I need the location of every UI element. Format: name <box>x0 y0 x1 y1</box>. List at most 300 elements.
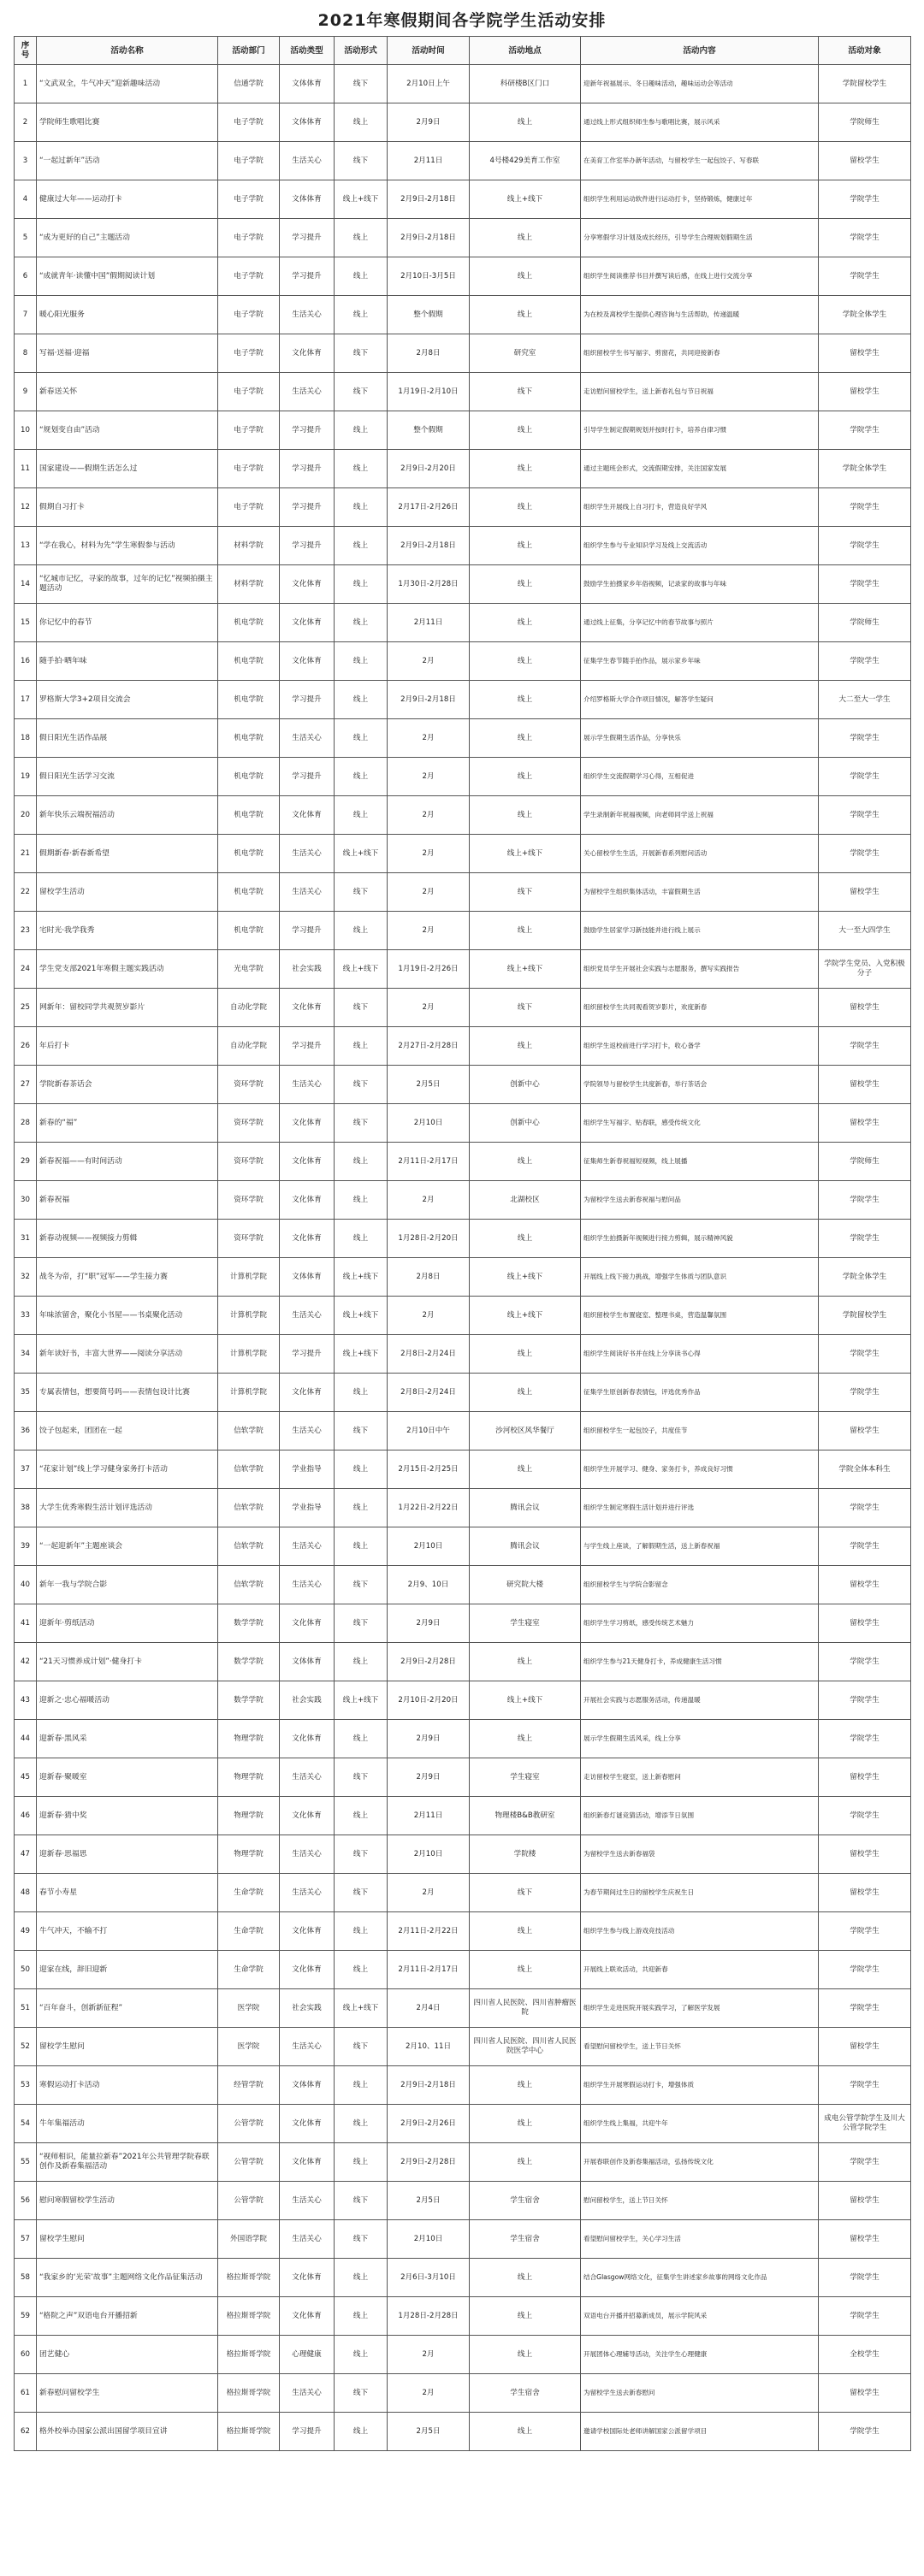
cell-time: 2月 <box>388 873 470 912</box>
cell-location: 线上 <box>470 1912 581 1951</box>
cell-location: 线上 <box>470 1450 581 1489</box>
cell-activity-name: 春节小寿星 <box>37 1874 218 1912</box>
cell-index: 9 <box>15 373 37 411</box>
table-row <box>15 450 911 488</box>
table-row <box>15 1604 911 1643</box>
cell-format: 线上 <box>335 2066 388 2105</box>
cell-format: 线下 <box>335 989 388 1027</box>
cell-department: 机电学院 <box>218 835 280 873</box>
table-row <box>15 1912 911 1951</box>
cell-time: 2月 <box>388 758 470 796</box>
cell-location: 线上+线下 <box>470 950 581 989</box>
cell-content: 开展线上联欢活动，共迎新春 <box>581 1951 819 1989</box>
cell-activity-name: 大学生优秀寒假生活计划评选活动 <box>37 1489 218 1527</box>
cell-activity-type: 生活关心 <box>280 1835 335 1874</box>
table-row <box>15 642 911 681</box>
cell-index: 60 <box>15 2336 37 2374</box>
cell-department: 信通学院 <box>218 65 280 103</box>
cell-time: 2月4日 <box>388 1989 470 2028</box>
cell-time: 1月19日-2月10日 <box>388 373 470 411</box>
cell-index: 61 <box>15 2374 37 2413</box>
cell-activity-name: 新年一我与学院合影 <box>37 1566 218 1604</box>
cell-content: 组织留校学生一起包饺子，共度佳节 <box>581 1412 819 1450</box>
cell-format: 线上 <box>335 1181 388 1220</box>
cell-content: 组织留校学生布置寝室、整理书桌，营造温馨氛围 <box>581 1297 819 1335</box>
cell-format: 线下 <box>335 373 388 411</box>
document-title: 2021年寒假期间各学院学生活动安排 <box>317 11 607 30</box>
cell-content: 迎新年祝福展示、冬日趣味活动，趣味运动会等活动 <box>581 65 819 103</box>
cell-activity-type: 文化体育 <box>280 1104 335 1143</box>
cell-activity-type: 文化体育 <box>280 1374 335 1412</box>
cell-format: 线上 <box>335 2336 388 2374</box>
cell-location: 北湖校区 <box>470 1181 581 1220</box>
cell-department: 电子学院 <box>218 219 280 257</box>
table-row <box>15 604 911 642</box>
cell-time: 2月9日-2月18日 <box>388 527 470 565</box>
cell-index: 21 <box>15 835 37 873</box>
table-row <box>15 65 911 103</box>
table-row <box>15 257 911 296</box>
table-row <box>15 1374 911 1412</box>
cell-index: 25 <box>15 989 37 1027</box>
cell-activity-type: 心理健康 <box>280 2336 335 2374</box>
cell-format: 线上 <box>335 2413 388 2451</box>
cell-content: 组织学生开展寒假运动打卡，增强体质 <box>581 2066 819 2105</box>
cell-index: 59 <box>15 2297 37 2336</box>
cell-index: 10 <box>15 411 37 450</box>
cell-format: 线上 <box>335 488 388 527</box>
table-row <box>15 835 911 873</box>
cell-audience: 学院学生 <box>819 1951 911 1989</box>
cell-format: 线上 <box>335 1720 388 1758</box>
cell-department: 经管学院 <box>218 2066 280 2105</box>
table-row <box>15 1835 911 1874</box>
cell-activity-type: 学习提升 <box>280 411 335 450</box>
cell-activity-type: 文化体育 <box>280 1912 335 1951</box>
cell-department: 机电学院 <box>218 758 280 796</box>
cell-content: 开展团体心理辅导活动，关注学生心理健康 <box>581 2336 819 2374</box>
cell-content: 开展春联创作及新春集福活动，弘扬传统文化 <box>581 2143 819 2182</box>
cell-index: 39 <box>15 1527 37 1566</box>
cell-location: 学院楼 <box>470 1835 581 1874</box>
cell-department: 格拉斯哥学院 <box>218 2413 280 2451</box>
cell-activity-name: 假日阳光生活作品展 <box>37 719 218 758</box>
cell-index: 47 <box>15 1835 37 1874</box>
cell-location: 四川省人民医院、四川省肿瘤医院 <box>470 1989 581 2028</box>
cell-location: 线上 <box>470 719 581 758</box>
cell-location: 腾讯会议 <box>470 1527 581 1566</box>
cell-location: 线上+线下 <box>470 1297 581 1335</box>
cell-content: 在美育工作室举办新年活动，与留校学生一起包饺子、写春联 <box>581 142 819 180</box>
cell-audience: 学院留校学生 <box>819 65 911 103</box>
cell-activity-name: 战冬为帝，打“职”冠军——学生接力赛 <box>37 1258 218 1297</box>
cell-time: 2月 <box>388 719 470 758</box>
cell-department: 光电学院 <box>218 950 280 989</box>
cell-time: 2月10日 <box>388 1104 470 1143</box>
cell-location: 腾讯会议 <box>470 1489 581 1527</box>
cell-activity-name: 迎新春·猜中奖 <box>37 1797 218 1835</box>
table-row <box>15 2297 911 2336</box>
header-time: 活动时间 <box>388 37 470 65</box>
cell-content: 鼓励学生拍摄家乡年俗视频，记录家的故事与年味 <box>581 565 819 604</box>
cell-content: 为留校学生组织集体活动，丰富假期生活 <box>581 873 819 912</box>
cell-audience: 留校学生 <box>819 989 911 1027</box>
cell-time: 2月10日 <box>388 1527 470 1566</box>
cell-time: 2月10日上午 <box>388 65 470 103</box>
table-body <box>15 65 911 2451</box>
cell-content: 开展社会实践与志愿服务活动，传递温暖 <box>581 1681 819 1720</box>
cell-department: 资环学院 <box>218 1181 280 1220</box>
cell-time: 2月27日-2月28日 <box>388 1027 470 1066</box>
cell-location: 线上 <box>470 2297 581 2336</box>
cell-location: 线上 <box>470 1643 581 1681</box>
cell-time: 2月11日 <box>388 1797 470 1835</box>
cell-activity-name: “一起过新年”活动 <box>37 142 218 180</box>
cell-format: 线上 <box>335 219 388 257</box>
cell-activity-name: 迎新春·聚暖室 <box>37 1758 218 1797</box>
cell-index: 17 <box>15 681 37 719</box>
cell-activity-type: 学习提升 <box>280 1027 335 1066</box>
cell-content: 走访留校学生寝室，送上新春慰问 <box>581 1758 819 1797</box>
cell-format: 线下 <box>335 1104 388 1143</box>
cell-time: 1月28日-2月28日 <box>388 2297 470 2336</box>
cell-activity-name: “一起迎新年”主题座谈会 <box>37 1527 218 1566</box>
cell-audience: 学院学生 <box>819 1912 911 1951</box>
table-row <box>15 1527 911 1566</box>
cell-time: 2月6日-3月10日 <box>388 2259 470 2297</box>
table-row <box>15 681 911 719</box>
cell-location: 线上 <box>470 257 581 296</box>
cell-department: 生命学院 <box>218 1874 280 1912</box>
cell-audience: 学院学生 <box>819 2259 911 2297</box>
cell-department: 电子学院 <box>218 257 280 296</box>
cell-department: 物理学院 <box>218 1720 280 1758</box>
cell-department: 外国语学院 <box>218 2220 280 2259</box>
cell-activity-name: 暖心阳光服务 <box>37 296 218 334</box>
cell-index: 27 <box>15 1066 37 1104</box>
cell-content: 学生录制新年祝福视频，向老师同学送上祝福 <box>581 796 819 835</box>
cell-content: 通过线上形式组织师生参与歌唱比赛，展示风采 <box>581 103 819 142</box>
cell-index: 41 <box>15 1604 37 1643</box>
cell-department: 数学学院 <box>218 1604 280 1643</box>
cell-content: 组织留校学生与学院合影留念 <box>581 1566 819 1604</box>
cell-format: 线上 <box>335 1643 388 1681</box>
cell-audience: 成电公管学院学生及川大公管学院学生 <box>819 2105 911 2143</box>
cell-activity-name: 新春送关怀 <box>37 373 218 411</box>
cell-index: 8 <box>15 334 37 373</box>
cell-activity-name: 假期自习打卡 <box>37 488 218 527</box>
cell-index: 2 <box>15 103 37 142</box>
cell-time: 整个假期 <box>388 411 470 450</box>
cell-audience: 留校学生 <box>819 1604 911 1643</box>
cell-audience: 留校学生 <box>819 1412 911 1450</box>
cell-content: 慰问留校学生，送上节日关怀 <box>581 2182 819 2220</box>
cell-activity-type: 文化体育 <box>280 2143 335 2182</box>
cell-activity-type: 学业指导 <box>280 1489 335 1527</box>
cell-activity-type: 学习提升 <box>280 219 335 257</box>
cell-time: 2月11日 <box>388 604 470 642</box>
cell-activity-type: 生活关心 <box>280 1527 335 1566</box>
cell-location: 线上 <box>470 758 581 796</box>
cell-index: 29 <box>15 1143 37 1181</box>
table-row <box>15 989 911 1027</box>
cell-location: 学生宿舍 <box>470 2374 581 2413</box>
cell-activity-name: 饺子包起来，团团在一起 <box>37 1412 218 1450</box>
cell-activity-type: 生活关心 <box>280 296 335 334</box>
cell-audience: 学院学生 <box>819 1643 911 1681</box>
cell-activity-name: 随手拍·晒年味 <box>37 642 218 681</box>
cell-department: 公管学院 <box>218 2182 280 2220</box>
cell-content: 组织学生返校前进行学习打卡，收心备学 <box>581 1027 819 1066</box>
cell-audience: 学院学生 <box>819 1989 911 2028</box>
cell-audience: 留校学生 <box>819 1566 911 1604</box>
cell-format: 线上+线下 <box>335 1989 388 2028</box>
cell-location: 科研楼B区门口 <box>470 65 581 103</box>
cell-time: 2月 <box>388 1297 470 1335</box>
cell-activity-type: 生活关心 <box>280 835 335 873</box>
cell-index: 46 <box>15 1797 37 1835</box>
cell-format: 线上 <box>335 1220 388 1258</box>
cell-audience: 留校学生 <box>819 1066 911 1104</box>
cell-index: 38 <box>15 1489 37 1527</box>
cell-department: 物理学院 <box>218 1797 280 1835</box>
cell-department: 数学学院 <box>218 1681 280 1720</box>
cell-location: 线上+线下 <box>470 180 581 219</box>
cell-content: 组织学生走进医院开展实践学习，了解医学发展 <box>581 1989 819 2028</box>
cell-location: 线上+线下 <box>470 1681 581 1720</box>
cell-format: 线下 <box>335 1566 388 1604</box>
cell-location: 线上 <box>470 2143 581 2182</box>
cell-format: 线下 <box>335 1066 388 1104</box>
table-row <box>15 2413 911 2451</box>
cell-location: 线上 <box>470 1720 581 1758</box>
cell-format: 线上 <box>335 1489 388 1527</box>
cell-department: 医学院 <box>218 1989 280 2028</box>
cell-department: 格拉斯哥学院 <box>218 2374 280 2413</box>
cell-format: 线上 <box>335 296 388 334</box>
cell-location: 线上 <box>470 527 581 565</box>
cell-department: 数学学院 <box>218 1643 280 1681</box>
cell-department: 信软学院 <box>218 1489 280 1527</box>
cell-time: 2月9日-2月20日 <box>388 450 470 488</box>
table-row <box>15 1758 911 1797</box>
cell-audience: 学院留校学生 <box>819 1297 911 1335</box>
cell-activity-name: 慰问寒假留校学生活动 <box>37 2182 218 2220</box>
cell-activity-name: “成就青年·读懂中国”假期阅读计划 <box>37 257 218 296</box>
cell-index: 20 <box>15 796 37 835</box>
table-row <box>15 1720 911 1758</box>
cell-format: 线下 <box>335 142 388 180</box>
cell-department: 信软学院 <box>218 1412 280 1450</box>
table-row <box>15 373 911 411</box>
cell-location: 线上 <box>470 681 581 719</box>
cell-index: 7 <box>15 296 37 334</box>
cell-department: 机电学院 <box>218 604 280 642</box>
cell-department: 自动化学院 <box>218 989 280 1027</box>
cell-audience: 学院学生 <box>819 565 911 604</box>
table-row <box>15 1489 911 1527</box>
cell-activity-type: 文化体育 <box>280 2259 335 2297</box>
cell-audience: 学院学生 <box>819 1681 911 1720</box>
cell-time: 2月9日 <box>388 103 470 142</box>
cell-format: 线上 <box>335 681 388 719</box>
table-row <box>15 565 911 604</box>
cell-activity-name: 新春动视频——视频接力剪辑 <box>37 1220 218 1258</box>
cell-index: 19 <box>15 758 37 796</box>
table-row <box>15 1181 911 1220</box>
cell-index: 23 <box>15 912 37 950</box>
cell-department: 医学院 <box>218 2028 280 2066</box>
cell-format: 线下 <box>335 1835 388 1874</box>
cell-content: 征集师生新春祝福短视频，线上展播 <box>581 1143 819 1181</box>
cell-format: 线上+线下 <box>335 950 388 989</box>
cell-time: 2月9日 <box>388 1720 470 1758</box>
cell-department: 格拉斯哥学院 <box>218 2297 280 2336</box>
cell-content: 开展线上线下接力挑战，增强学生体质与团队意识 <box>581 1258 819 1297</box>
cell-activity-type: 学习提升 <box>280 758 335 796</box>
cell-index: 48 <box>15 1874 37 1912</box>
cell-audience: 学院学生 <box>819 1797 911 1835</box>
cell-location: 线上 <box>470 796 581 835</box>
cell-content: 组织学生利用运动软件进行运动打卡，坚持锻炼，健康过年 <box>581 180 819 219</box>
cell-activity-name: 专属表情包，想要简号吗——表情包设计比赛 <box>37 1374 218 1412</box>
cell-activity-type: 文化体育 <box>280 1181 335 1220</box>
cell-audience: 学院学生 <box>819 796 911 835</box>
cell-format: 线上 <box>335 411 388 450</box>
cell-content: 与学生线上座谈，了解假期生活，送上新春祝福 <box>581 1527 819 1566</box>
cell-content: 看望慰问留校学生，关心学习生活 <box>581 2220 819 2259</box>
cell-location: 线上 <box>470 296 581 334</box>
cell-department: 计算机学院 <box>218 1297 280 1335</box>
cell-location: 4号楼429美育工作室 <box>470 142 581 180</box>
cell-activity-name: 寒假运动打卡活动 <box>37 2066 218 2105</box>
cell-index: 56 <box>15 2182 37 2220</box>
cell-activity-type: 社会实践 <box>280 950 335 989</box>
cell-content: 组织学生拍摄新年视频进行接力剪辑，展示精神风貌 <box>581 1220 819 1258</box>
cell-audience: 留校学生 <box>819 1758 911 1797</box>
cell-format: 线上 <box>335 912 388 950</box>
cell-department: 电子学院 <box>218 450 280 488</box>
cell-content: 通过线上征集，分享记忆中的春节故事与照片 <box>581 604 819 642</box>
cell-time: 1月28日-2月20日 <box>388 1220 470 1258</box>
cell-format: 线下 <box>335 2028 388 2066</box>
cell-index: 45 <box>15 1758 37 1797</box>
cell-format: 线上 <box>335 2297 388 2336</box>
cell-audience: 学院全体学生 <box>819 1258 911 1297</box>
cell-format: 线上+线下 <box>335 180 388 219</box>
cell-activity-name: “花家计划”线上学习健身家务打卡活动 <box>37 1450 218 1489</box>
cell-audience: 学院学生 <box>819 1181 911 1220</box>
table-row <box>15 1643 911 1681</box>
cell-audience: 学院学生 <box>819 2297 911 2336</box>
cell-department: 资环学院 <box>218 1066 280 1104</box>
cell-department: 电子学院 <box>218 296 280 334</box>
cell-activity-type: 文化体育 <box>280 642 335 681</box>
cell-location: 线上 <box>470 2066 581 2105</box>
cell-time: 2月8日 <box>388 334 470 373</box>
cell-activity-name: 迎新年·剪纸活动 <box>37 1604 218 1643</box>
cell-format: 线上 <box>335 2143 388 2182</box>
cell-activity-type: 文化体育 <box>280 2105 335 2143</box>
cell-location: 研究室 <box>470 334 581 373</box>
cell-activity-type: 生活关心 <box>280 2220 335 2259</box>
cell-time: 2月17日-2月26日 <box>388 488 470 527</box>
cell-audience: 学院学生 <box>819 1720 911 1758</box>
cell-location: 线下 <box>470 873 581 912</box>
cell-content: 走访慰问留校学生，送上新春礼包与节日祝福 <box>581 373 819 411</box>
cell-time: 2月 <box>388 2374 470 2413</box>
table-row <box>15 1297 911 1335</box>
cell-activity-name: 健康过大年——运动打卡 <box>37 180 218 219</box>
cell-format: 线下 <box>335 2182 388 2220</box>
cell-location: 学生寝室 <box>470 1758 581 1797</box>
cell-location: 线上 <box>470 1335 581 1374</box>
cell-department: 机电学院 <box>218 912 280 950</box>
cell-index: 31 <box>15 1220 37 1258</box>
cell-location: 线下 <box>470 373 581 411</box>
table-row <box>15 2336 911 2374</box>
cell-content: 为留校学生送去新春福袋 <box>581 1835 819 1874</box>
cell-location: 线上 <box>470 219 581 257</box>
cell-audience: 全校学生 <box>819 2336 911 2374</box>
cell-activity-type: 学习提升 <box>280 527 335 565</box>
header-activity-type: 活动类型 <box>280 37 335 65</box>
cell-department: 计算机学院 <box>218 1335 280 1374</box>
cell-audience: 学院师生 <box>819 103 911 142</box>
cell-department: 格拉斯哥学院 <box>218 2259 280 2297</box>
cell-format: 线下 <box>335 1412 388 1450</box>
cell-time: 2月9、10日 <box>388 1566 470 1604</box>
cell-location: 线上 <box>470 103 581 142</box>
cell-department: 资环学院 <box>218 1104 280 1143</box>
cell-index: 42 <box>15 1643 37 1681</box>
cell-time: 2月9日-2月26日 <box>388 2105 470 2143</box>
cell-audience: 学院学生 <box>819 719 911 758</box>
cell-activity-type: 学习提升 <box>280 1335 335 1374</box>
cell-index: 53 <box>15 2066 37 2105</box>
cell-audience: 学院学生 <box>819 1489 911 1527</box>
cell-activity-type: 文体体育 <box>280 180 335 219</box>
cell-content: 组织学生制定寒假生活计划并进行评选 <box>581 1489 819 1527</box>
cell-format: 线上 <box>335 565 388 604</box>
cell-time: 2月9日-2月18日 <box>388 681 470 719</box>
cell-activity-name: 新春祝福 <box>37 1181 218 1220</box>
cell-activity-type: 文化体育 <box>280 334 335 373</box>
cell-department: 材料学院 <box>218 527 280 565</box>
cell-content: 展示学生假期生活风采，线上分享 <box>581 1720 819 1758</box>
cell-department: 格拉斯哥学院 <box>218 2336 280 2374</box>
table-row <box>15 2259 911 2297</box>
cell-content: 为春节期间过生日的留校学生庆祝生日 <box>581 1874 819 1912</box>
cell-format: 线上 <box>335 796 388 835</box>
table-row <box>15 2182 911 2220</box>
cell-department: 计算机学院 <box>218 1374 280 1412</box>
cell-content: 征集学生原创新春表情包，评选优秀作品 <box>581 1374 819 1412</box>
cell-format: 线下 <box>335 65 388 103</box>
cell-audience: 留校学生 <box>819 334 911 373</box>
cell-location: 线上 <box>470 411 581 450</box>
cell-audience: 学院学生 <box>819 642 911 681</box>
cell-format: 线上 <box>335 1527 388 1566</box>
cell-content: 组织学生阅读好书并在线上分享读书心得 <box>581 1335 819 1374</box>
cell-format: 线上+线下 <box>335 1681 388 1720</box>
cell-activity-name: 迎新之·忠心福暖活动 <box>37 1681 218 1720</box>
cell-content: 组织留校学生共同观看贺岁影片，欢度新春 <box>581 989 819 1027</box>
table-row <box>15 1450 911 1489</box>
cell-content: 组织学生交流假期学习心得，互相促进 <box>581 758 819 796</box>
cell-format: 线上 <box>335 1912 388 1951</box>
cell-activity-type: 生活关心 <box>280 719 335 758</box>
